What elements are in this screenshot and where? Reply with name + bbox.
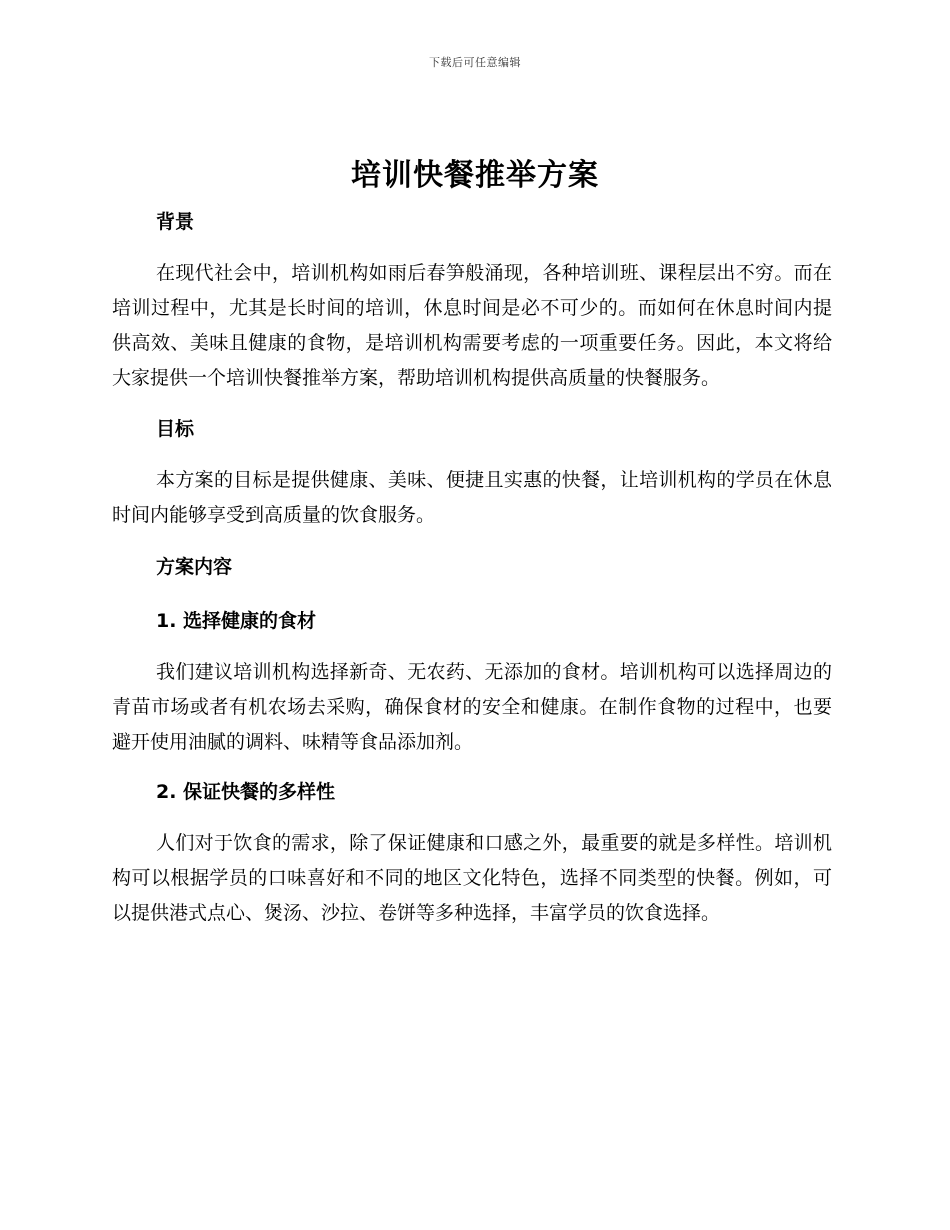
- section-heading-background: 背景: [156, 211, 195, 233]
- section-paragraph-goal: 本方案的目标是提供健康、美味、便捷且实惠的快餐，让培训机构的学员在休息时间内能够享受到高质量的饮食服务。: [112, 469, 832, 526]
- page-title: 培训快餐推举方案: [351, 158, 599, 193]
- subsection-heading-2: 2. 保证快餐的多样性: [156, 781, 336, 803]
- subsection-paragraph-1: 我们建议培训机构选择新奇、无农药、无添加的食材。培训机构可以选择周边的青苗市场或者有机农场去采购，确保食材的安全和健康。在制作食物的过程中，也要避开使用油腻的调料、味精等食品添加剂。: [112, 661, 832, 753]
- section-heading-goal: 目标: [156, 418, 195, 440]
- header-note: 下载后可任意编辑: [429, 56, 521, 69]
- document-body: [112, 200, 832, 931]
- subsection-heading-1: 1. 选择健康的食材: [156, 610, 317, 632]
- subsection-paragraph-2: 人们对于饮食的需求，除了保证健康和口感之外，最重要的就是多样性。培训机构可以根据学员的口味喜好和不同的地区文化特色，选择不同类型的快餐。例如，可以提供港式点心、煲汤、沙拉、卷饼等多种选择，丰富学员的饮食选择。: [112, 832, 832, 924]
- section-paragraph-background: 在现代社会中，培训机构如雨后春笋般涌现，各种培训班、课程层出不穷。而在培训过程中，尤其是长时间的培训，休息时间是必不可少的。而如何在休息时间内提供高效、美味且健康的食物，是培训机构需要考虑的一项重要任务。因此，本文将给大家提供一个培训快餐推举方案，帮助培训机构提供高质量的快餐服务。: [112, 262, 832, 389]
- section-heading-plan: 方案内容: [156, 556, 233, 578]
